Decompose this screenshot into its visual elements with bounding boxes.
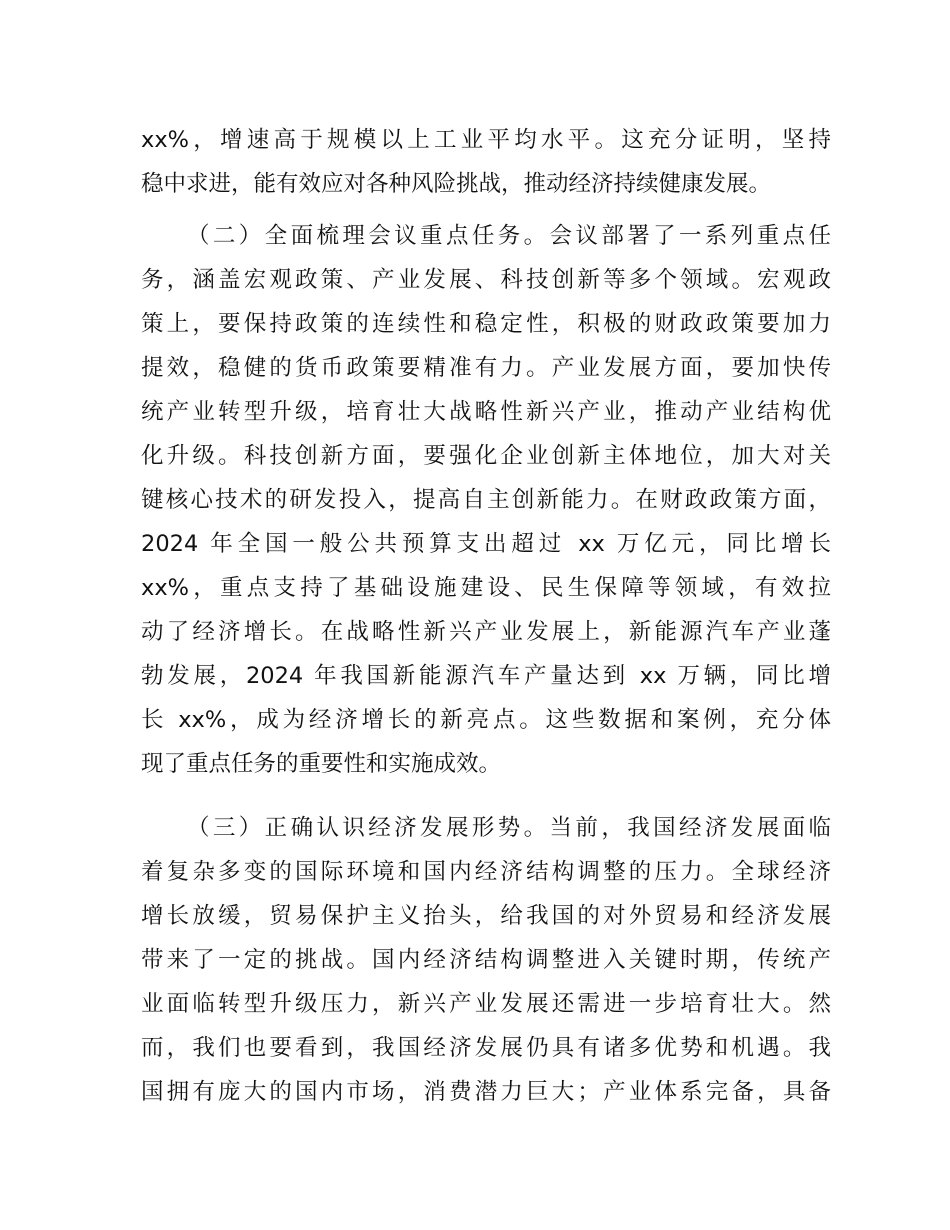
paragraph-2-line-12: 长 xx%，成为经济增长的新亮点。这些数据和案例，充分体 — [141, 707, 831, 733]
paragraph-3-line-1: （三）正确认识经济发展形势。当前，我国经济发展面临 — [187, 815, 831, 841]
paragraph-3-line-7: 国拥有庞大的国内市场，消费潜力巨大；产业体系完备，具备 — [141, 1079, 831, 1105]
paragraph-2-line-4: 提效，稳健的货币政策要精准有力。产业发展方面，要加快传 — [141, 355, 831, 381]
paragraph-2-line-9: xx%，重点支持了基础设施建设、民生保障等领域，有效拉 — [141, 575, 831, 601]
paragraph-2-line-5: 统产业转型升级，培育壮大战略性新兴产业，推动产业结构优 — [141, 399, 831, 425]
paragraph-2-line-2: 务，涵盖宏观政策、产业发展、科技创新等多个领域。宏观政 — [141, 267, 831, 293]
paragraph-2-line-6: 化升级。科技创新方面，要强化企业创新主体地位，加大对关 — [141, 443, 831, 469]
paragraph-2-line-8: 2024 年全国一般公共预算支出超过 xx 万亿元，同比增长 — [141, 531, 831, 557]
paragraph-2-line-13: 现了重点任务的重要性和实施成效。 — [141, 751, 502, 777]
paragraph-1-line-2: 稳中求进，能有效应对各种风险挑战，推动经济持续健康发展。 — [141, 171, 772, 197]
paragraph-1-line-1: xx%，增速高于规模以上工业平均水平。这充分证明，坚持 — [141, 127, 831, 153]
paragraph-3-line-5: 业面临转型升级压力，新兴产业发展还需进一步培育壮大。然 — [141, 991, 831, 1017]
paragraph-3-line-4: 带来了一定的挑战。国内经济结构调整进入关键时期，传统产 — [141, 947, 831, 973]
paragraph-2-line-3: 策上，要保持政策的连续性和稳定性，积极的财政政策要加力 — [141, 311, 831, 337]
paragraph-3-line-3: 增长放缓，贸易保护主义抬头，给我国的对外贸易和经济发展 — [141, 903, 831, 929]
paragraph-2-line-10: 动了经济增长。在战略性新兴产业发展上，新能源汽车产业蓬 — [141, 619, 831, 645]
paragraph-2-line-7: 键核心技术的研发投入，提高自主创新能力。在财政政策方面， — [141, 487, 831, 513]
paragraph-3-line-2: 着复杂多变的国际环境和国内经济结构调整的压力。全球经济 — [141, 859, 831, 885]
paragraph-2-line-1: （二）全面梳理会议重点任务。会议部署了一系列重点任 — [187, 223, 831, 249]
paragraph-2-line-11: 勃发展，2024 年我国新能源汽车产量达到 xx 万辆，同比增 — [141, 663, 831, 689]
paragraph-3-line-6: 而，我们也要看到，我国经济发展仍具有诸多优势和机遇。我 — [141, 1035, 831, 1061]
